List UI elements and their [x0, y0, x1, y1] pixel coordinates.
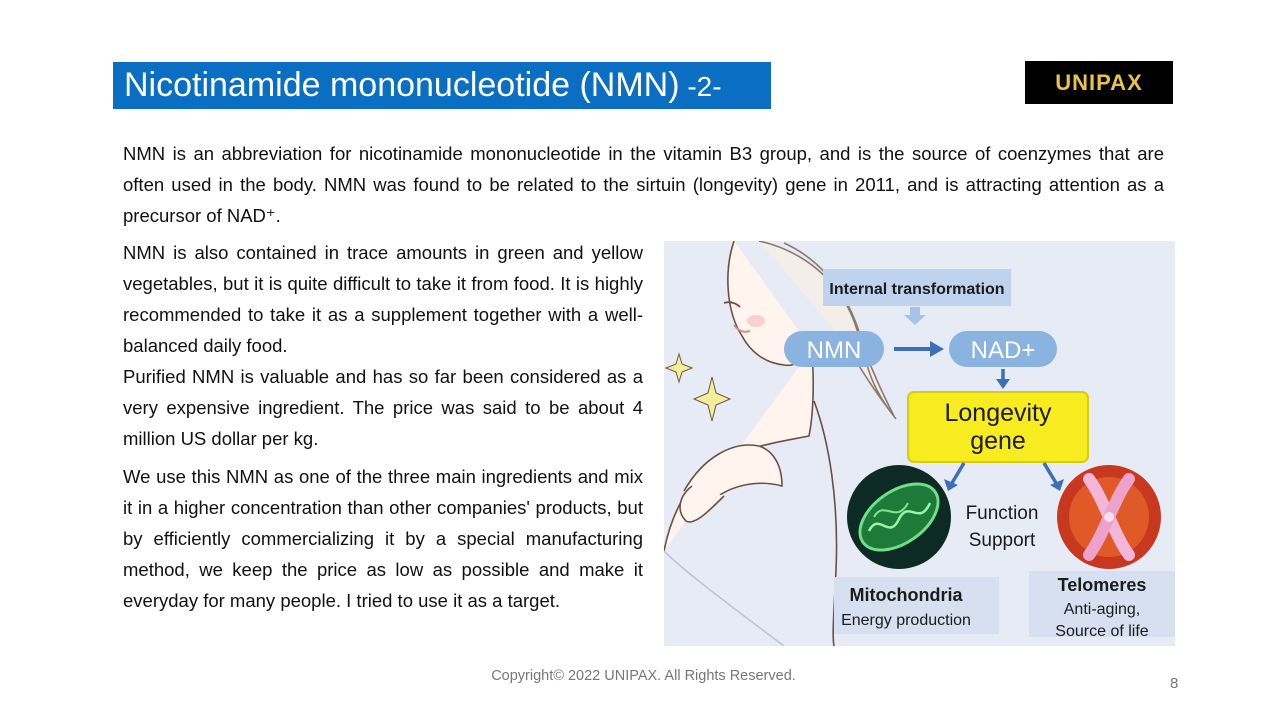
nad-pill-label: NAD+ — [970, 337, 1036, 364]
longevity-gene-line2: gene — [970, 427, 1026, 455]
price-text: Purified NMN is valuable and has so far been considered as a very expensive ingredient. The price was said to be about 4 million US dollar per kg. — [123, 366, 643, 449]
longevity-gene-line1: Longevity — [944, 399, 1052, 427]
mitochondria-subtitle: Energy production — [841, 612, 971, 629]
nmn-figure — [664, 241, 1175, 646]
usage-paragraph: We use this NMN as one of the three main ingredients and mix it in a higher concentration than other companies' products, but by efficiently commercializing it by a special manufacturing method, we keep the price as low as possible and make it everyday for many people. I tried to use it as a target. — [123, 466, 643, 611]
vegetables-text: NMN is also contained in trace amounts in green and yellow vegetables, but it is quite difficult to take it from food. It is highly recommended to take it as a supplement together with a well-balanced daily food. — [123, 242, 643, 356]
right-arrowhead-icon — [930, 341, 944, 357]
function-support-line2: Support — [968, 530, 1036, 551]
mitochondria-icon — [847, 465, 951, 569]
slide-title — [113, 62, 771, 109]
slide-title-text: Nicotinamide mononucleotide (NMN) — [124, 66, 680, 104]
right-diagonal-arrow-icon — [1044, 463, 1056, 483]
slide-title-suffix: -2- — [679, 71, 722, 102]
telomeres-title: Telomeres — [1057, 575, 1147, 595]
function-support-line1: Function — [965, 503, 1039, 524]
telomeres-subtitle-line1: Anti-aging, — [1063, 601, 1141, 618]
telomeres-subtitle-line2: Source of life — [1055, 623, 1149, 640]
left-diagonal-arrowhead-icon — [944, 479, 958, 491]
left-diagonal-arrow-icon — [952, 463, 964, 483]
internal-transformation-label: Internal transformation — [829, 281, 1005, 298]
sources-paragraph — [123, 237, 643, 454]
nmn-pill-label: NMN — [806, 337, 862, 364]
sparkle-icon — [666, 354, 730, 421]
telomeres-icon — [1057, 465, 1161, 569]
mitochondria-title: Mitochondria — [849, 585, 963, 605]
unipax-logo: UNIPAX — [1025, 61, 1173, 104]
down-arrow-icon — [904, 307, 926, 325]
nad-down-arrowhead-icon — [996, 379, 1010, 389]
intro-paragraph: NMN is an abbreviation for nicotinamide mononucleotide in the vitamin B3 group, and is the source of coenzymes that are often used in the body. NMN was found to be related to the sirtuin (longevity) gene in 2011, and is attracting attention as a precursor of NAD⁺. — [123, 143, 1164, 226]
nmn-diagram — [664, 241, 1175, 646]
page-number: 8 — [1170, 675, 1179, 692]
copyright-footer: Copyright© 2022 UNIPAX. All Rights Reserved. — [491, 668, 796, 684]
right-diagonal-arrowhead-icon — [1050, 479, 1064, 491]
